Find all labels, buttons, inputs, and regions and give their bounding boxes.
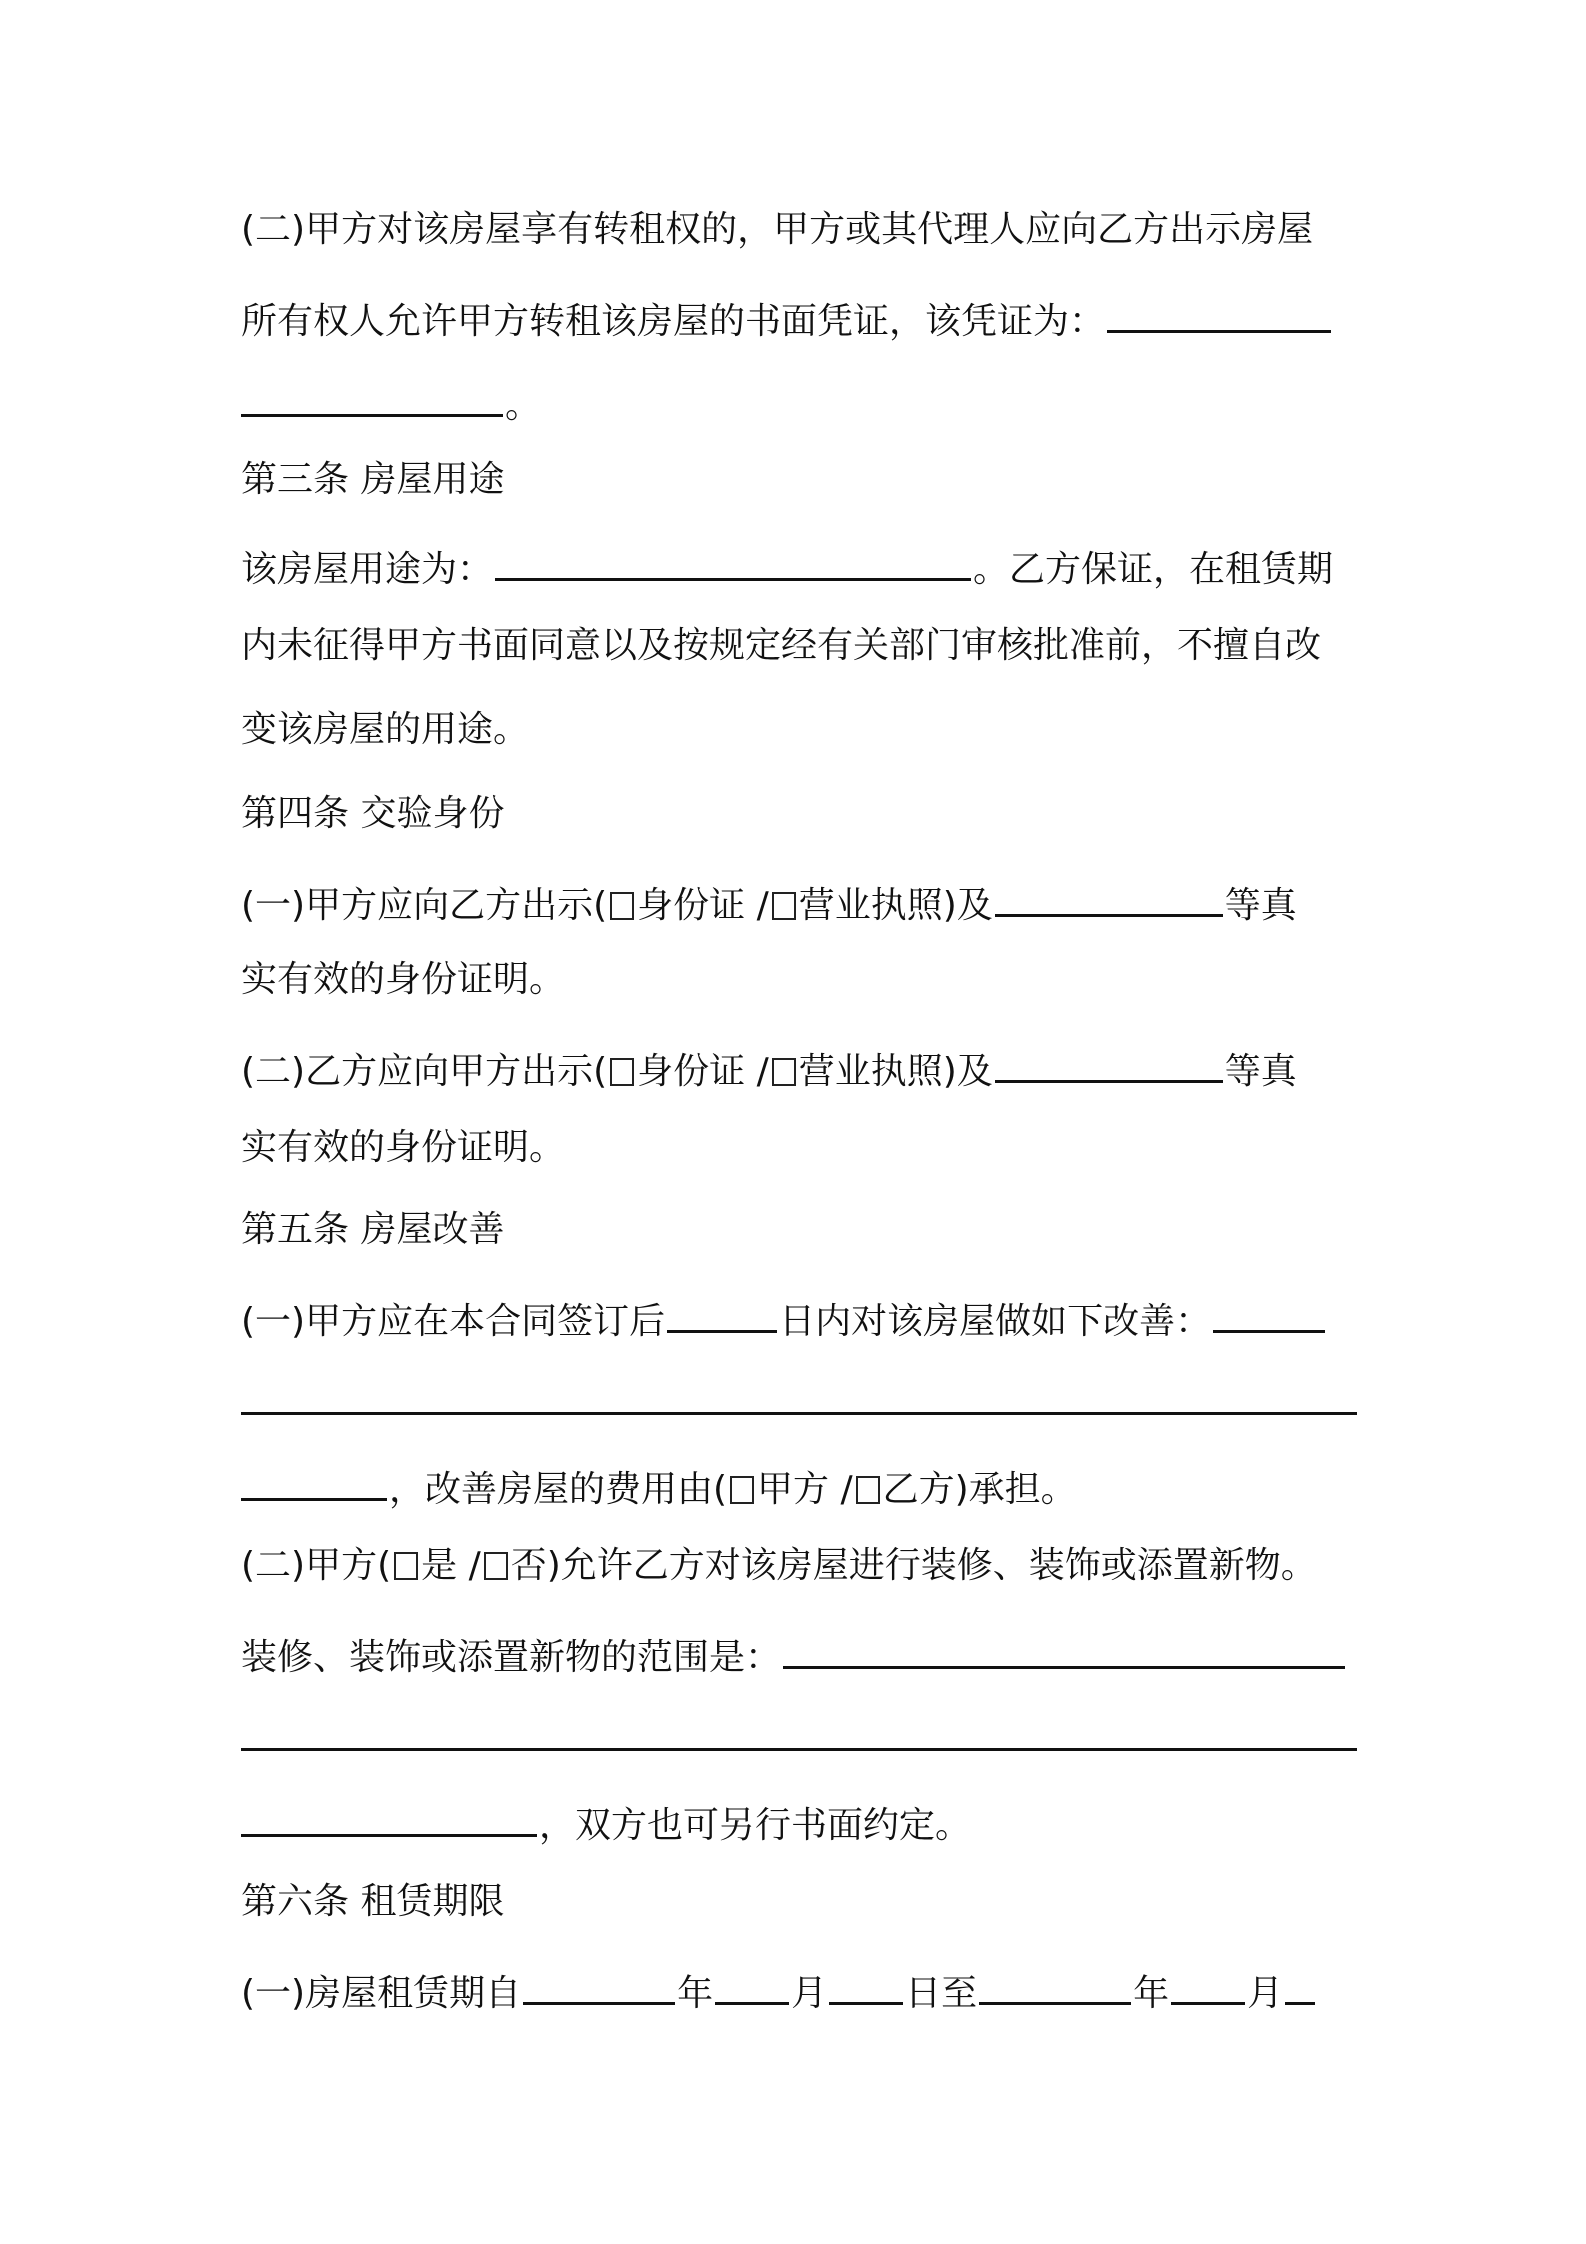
article-4-clause-2-line-2 [241, 1118, 565, 1178]
improvement-blank[interactable] [1213, 1284, 1325, 1333]
text: 否)允许乙方对该房屋进行装修、装饰或添置新物。 [510, 1545, 1317, 1586]
text: (一)房屋租赁期自 [241, 1973, 522, 2014]
article-3-title [241, 450, 504, 510]
heading: 第六条 租赁期限 [241, 1881, 505, 1922]
text: 变该房屋的用途。 [241, 709, 530, 750]
article-5-clause-2-line-4 [241, 1788, 971, 1848]
id-card-checkbox[interactable] [610, 1058, 634, 1086]
scope-blank-line[interactable] [241, 1748, 1357, 1751]
scope-blank[interactable] [783, 1620, 1345, 1669]
article-5-clause-1-line-1 [241, 1284, 1327, 1344]
party-a-checkbox[interactable] [730, 1476, 754, 1504]
text: 。 [505, 385, 542, 426]
text: 日至 [905, 1973, 978, 2014]
id-card-checkbox[interactable] [610, 892, 634, 920]
business-license-checkbox[interactable] [772, 892, 796, 920]
text: ，双方也可另行书面约定。 [539, 1805, 972, 1846]
text: (二)甲方( [241, 1545, 392, 1586]
scope-blank-end[interactable] [241, 1788, 537, 1837]
heading: 第三条 房屋用途 [241, 459, 505, 500]
party-b-checkbox[interactable] [856, 1476, 880, 1504]
improvement-blank-line[interactable] [241, 1412, 1357, 1415]
start-year-blank[interactable] [523, 1956, 675, 2005]
text: 年 [1133, 1973, 1170, 2014]
text: 实有效的身份证明。 [241, 1127, 566, 1168]
clause-2-2-line-3 [241, 368, 541, 428]
improvement-blank-end[interactable] [241, 1452, 387, 1501]
end-month-blank[interactable] [1171, 1956, 1245, 2005]
article-4-clause-2-line-1 [241, 1034, 1297, 1094]
voucher-blank[interactable] [1107, 284, 1331, 333]
text: 内未征得甲方书面同意以及按规定经有关部门审核批准前，不擅自改 [241, 625, 1322, 666]
end-day-blank[interactable] [1285, 1956, 1315, 2005]
text: (一)甲方应向乙方出示( [241, 885, 608, 926]
article-6-clause-1-line-1 [241, 1956, 1317, 2016]
text: 日内对该房屋做如下改善： [779, 1301, 1212, 1342]
article-4-clause-1-line-1 [241, 868, 1297, 928]
text: 实有效的身份证明。 [241, 959, 566, 1000]
voucher-blank-continued[interactable] [241, 368, 503, 417]
text: (一)甲方应在本合同签订后 [241, 1301, 666, 1342]
text: 是 / [421, 1545, 481, 1586]
other-id-blank[interactable] [995, 1034, 1223, 1083]
article-3-line-2 [241, 616, 1321, 676]
start-day-blank[interactable] [829, 1956, 903, 2005]
text: ，改善房屋的费用由( [389, 1469, 728, 1510]
days-blank[interactable] [667, 1284, 777, 1333]
text: 年 [677, 1973, 714, 2014]
article-5-clause-2-line-2 [241, 1620, 1347, 1680]
text: 月 [1247, 1973, 1284, 2014]
text: (二)甲方对该房屋享有转租权的，甲方或其代理人应向乙方出示房屋 [241, 209, 1314, 250]
text: 等真 [1224, 885, 1297, 926]
article-4-clause-1-line-2 [241, 950, 565, 1010]
end-year-blank[interactable] [979, 1956, 1131, 2005]
article-6-title [241, 1872, 504, 1932]
article-5-clause-2-line-1 [241, 1536, 1317, 1596]
usage-blank[interactable] [495, 532, 971, 581]
text: 等真 [1224, 1051, 1297, 1092]
article-4-title [241, 784, 504, 844]
text: 。乙方保证，在租赁期 [973, 549, 1334, 590]
heading: 第四条 交验身份 [241, 793, 505, 834]
text: (二)乙方应向甲方出示( [241, 1051, 608, 1092]
text: 营业执照)及 [798, 1051, 993, 1092]
text: 所有权人允许甲方转租该房屋的书面凭证，该凭证为： [241, 301, 1106, 342]
article-5-clause-1-line-3 [241, 1452, 1077, 1512]
clause-2-2-line-1 [241, 200, 1313, 260]
text: 身份证 / [637, 1051, 769, 1092]
other-id-blank[interactable] [995, 868, 1223, 917]
clause-2-2-line-2 [241, 284, 1333, 344]
text: 月 [791, 1973, 828, 2014]
business-license-checkbox[interactable] [772, 1058, 796, 1086]
article-5-title [241, 1200, 504, 1260]
article-3-line-3 [241, 700, 529, 760]
text: 身份证 / [637, 885, 769, 926]
text: 营业执照)及 [798, 885, 993, 926]
start-month-blank[interactable] [715, 1956, 789, 2005]
text: 该房屋用途为： [241, 549, 494, 590]
heading: 第五条 房屋改善 [241, 1209, 505, 1250]
no-checkbox[interactable] [484, 1552, 508, 1580]
text: 装修、装饰或添置新物的范围是： [241, 1637, 782, 1678]
yes-checkbox[interactable] [394, 1552, 418, 1580]
text: 甲方 / [757, 1469, 853, 1510]
article-3-line-1 [241, 532, 1333, 592]
text: 乙方)承担。 [882, 1469, 1077, 1510]
